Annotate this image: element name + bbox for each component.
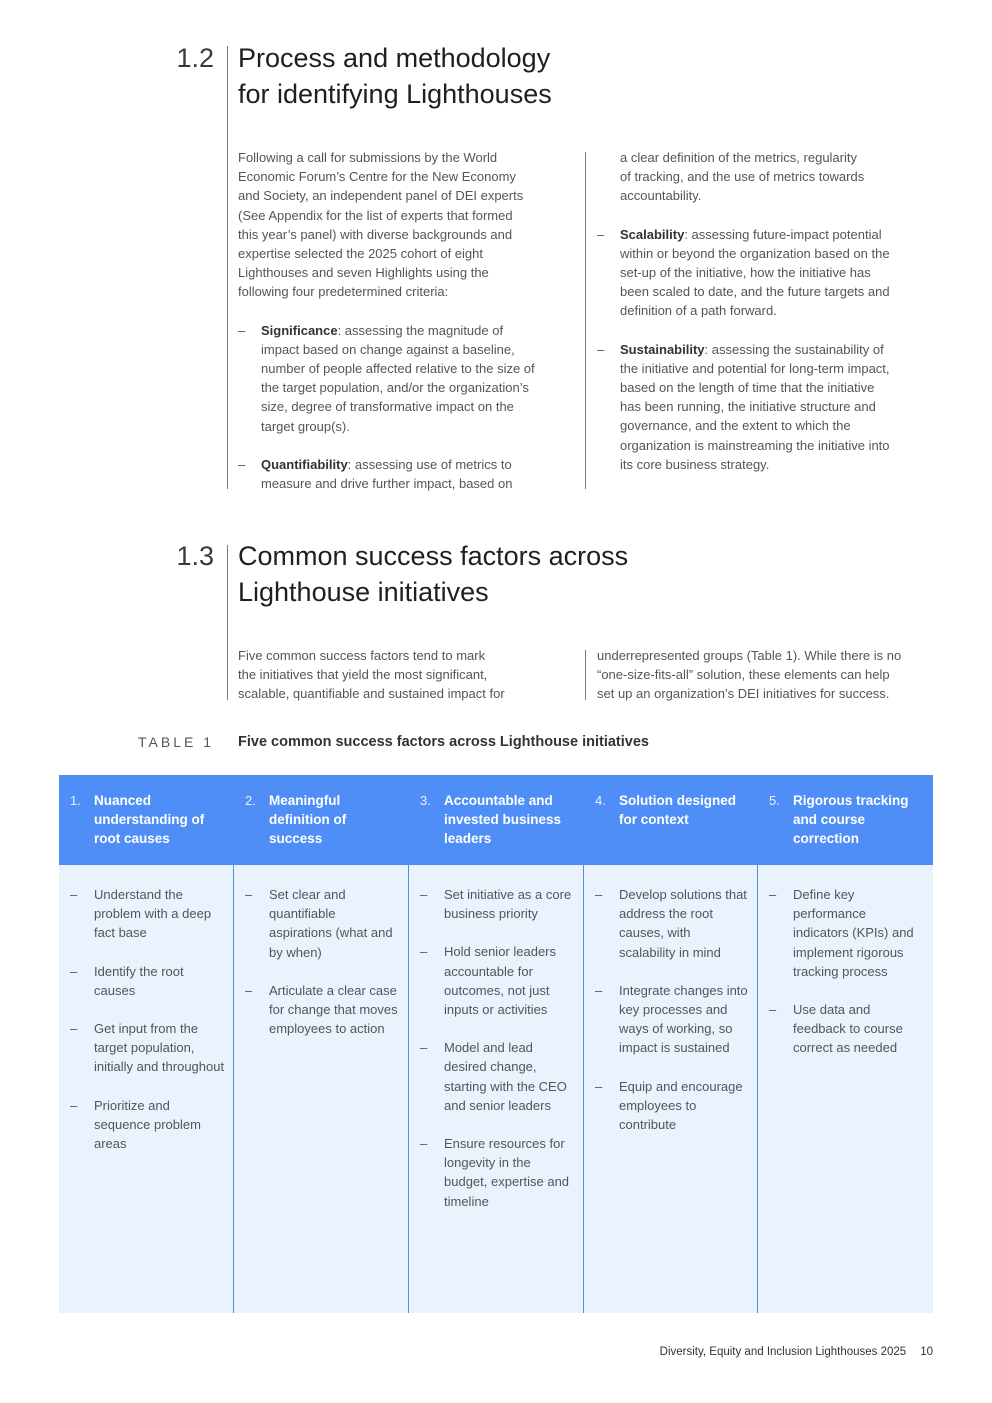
column-body	[584, 865, 757, 1313]
column-title: Solution designed for context	[619, 793, 736, 828]
list-item: – Identify the root causes	[70, 963, 184, 998]
column-divider	[585, 152, 586, 489]
list-item: – Equip and encourage employees to contribute	[595, 1078, 743, 1133]
section-title-line: Process and methodology	[238, 43, 551, 73]
section-number: 1.3	[176, 541, 214, 571]
list-item: – Model and lead desired change, starting with the CEO and senior leaders	[420, 1040, 567, 1113]
list-item: – Articulate a clear case for change that moves employees to action	[245, 982, 398, 1037]
continued-text: a clear definition of the metrics, regularity of tracking, and the use of metrics towards accountability.	[620, 150, 865, 204]
column-number: 5.	[769, 793, 780, 808]
list-item: – Integrate changes into key processes and ways of working, so impact is sustained	[595, 982, 748, 1056]
column-title: Meaningful definition of success	[269, 793, 347, 847]
table-column	[584, 775, 757, 1313]
table-column	[409, 775, 583, 1313]
success-factors-right-text: underrepresented groups (Table 1). While there is no “one-size-fits-all” solution, these elements can help set up an organization’s DEI initiatives for success.	[597, 648, 902, 702]
column-body	[758, 865, 933, 1313]
criterion-sustainability: – Sustainability: assessing the sustainability of the initiative and potential for long-term impact, based on the length of time that the initiative has been running, the initiative structure and governance, and the extent to which the organization is mainstreaming the initiative into its core business strategy.	[597, 341, 890, 472]
section-title-line: Common success factors across	[238, 541, 629, 571]
column-body	[234, 865, 408, 1313]
section-title-line: for identifying Lighthouses	[238, 79, 552, 109]
list-item: – Hold senior leaders accountable for outcomes, not just inputs or activities	[420, 944, 557, 1018]
methodology-right-column	[597, 148, 937, 493]
list-item: – Set initiative as a core business priority	[420, 887, 572, 922]
column-number: 4.	[595, 793, 606, 808]
success-factors-table	[59, 775, 933, 1313]
column-header	[59, 775, 233, 865]
column-header	[409, 775, 583, 865]
column-title: Rigorous tracking and course correction	[793, 793, 909, 847]
column-divider	[585, 650, 586, 700]
section-title	[238, 40, 838, 112]
column-header	[234, 775, 408, 865]
column-body	[409, 865, 583, 1313]
column-header	[584, 775, 757, 865]
page-number: 10	[920, 1346, 933, 1358]
section-divider	[227, 46, 228, 489]
success-factors-left-text: Five common success factors tend to mark the initiatives that yield the most significant, scalable, quantifiable and sustained impact for	[238, 648, 505, 702]
column-title: Nuanced understanding of root causes	[94, 793, 205, 847]
section-divider	[227, 545, 228, 700]
column-number: 2.	[245, 793, 256, 808]
section-title-line: Lighthouse initiatives	[238, 577, 489, 607]
column-title: Accountable and invested business leaders	[444, 793, 562, 847]
footer-title: Diversity, Equity and Inclusion Lighthouses 2025	[659, 1346, 907, 1358]
list-item: – Understand the problem with a deep fact base	[70, 887, 212, 941]
table-column	[59, 775, 233, 1313]
column-number: 3.	[420, 793, 431, 808]
column-number: 1.	[70, 793, 81, 808]
section-number: 1.2	[176, 43, 214, 73]
table-title: Five common success factors across Lighthouse initiatives	[238, 734, 649, 750]
page-footer	[660, 1346, 933, 1358]
criterion-quantifiability: – Quantifiability: assessing use of metrics to measure and drive further impact, based on	[238, 456, 513, 492]
list-item: – Use data and feedback to course correct as needed	[769, 1002, 903, 1056]
column-header	[758, 775, 933, 865]
section-title	[238, 538, 838, 610]
table-column	[234, 775, 408, 1313]
list-item: – Get input from the target population, initially and throughout	[70, 1021, 225, 1075]
table-column	[758, 775, 933, 1313]
methodology-left-column	[238, 148, 578, 512]
table-label: TABLE 1	[138, 734, 214, 750]
list-item: – Define key performance indicators (KPIs) and implement rigorous tracking process	[769, 887, 914, 979]
intro-paragraph: Following a call for submissions by the World Economic Forum’s Centre for the New Economy and Society, an independent panel of DEI experts (See Appendix for the list of experts that formed this year’s panel) with diverse backgrounds and expertise selected the 2025 cohort of eight Lighthouses and seven Highlights using the following four predetermined criteria:	[238, 150, 524, 300]
list-item: – Prioritize and sequence problem areas	[70, 1097, 201, 1152]
criterion-scalability: – Scalability: assessing future-impact potential within or beyond the organization based on the set-up of the initiative, how the initiative has been scaled to date, and the future targets and definition of a path forward.	[597, 226, 890, 319]
column-body	[59, 865, 233, 1313]
list-item: – Ensure resources for longevity in the budget, expertise and timeline	[420, 1136, 570, 1209]
criterion-significance: – Significance: assessing the magnitude of impact based on change against a baseline, number of people affected relative to the size of the target population, and/or the organization’s size, degree of transformative impact on the target group(s).	[238, 322, 535, 434]
list-item: – Develop solutions that address the root causes, with scalability in mind	[595, 887, 747, 960]
list-item: – Set clear and quantifiable aspirations (what and by when)	[245, 887, 393, 960]
